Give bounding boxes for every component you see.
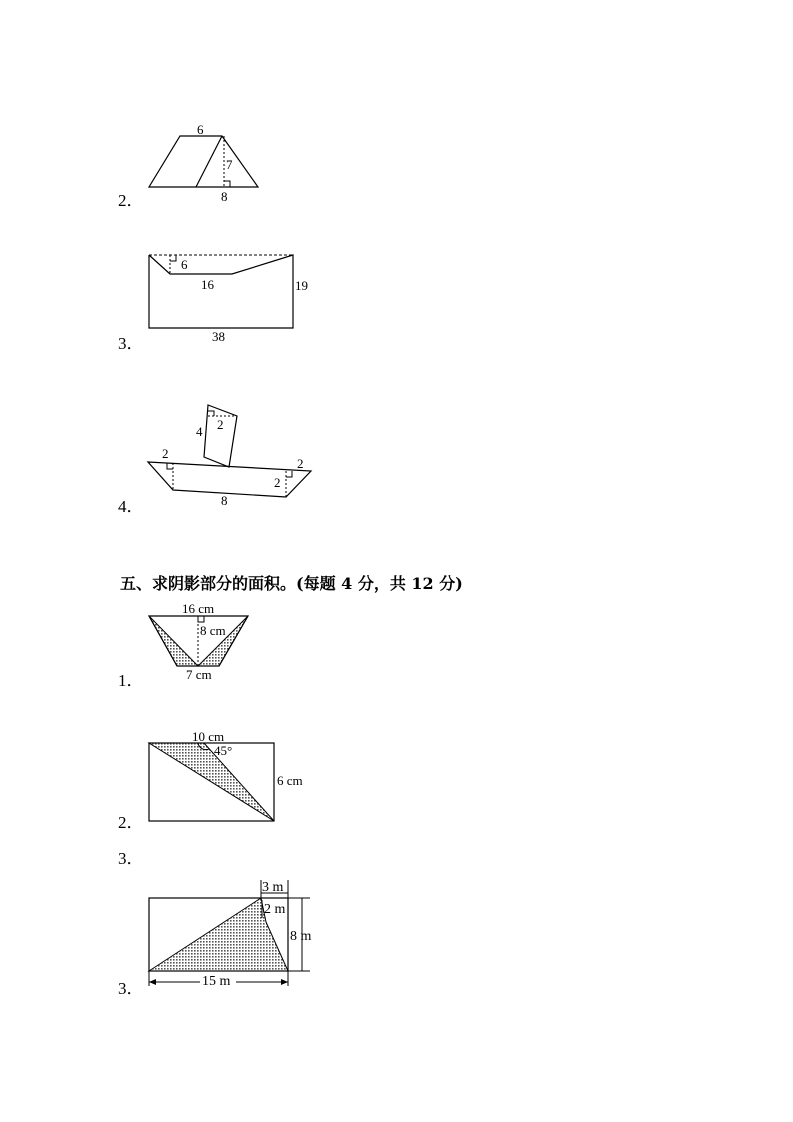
question-number-5-1: 1．	[118, 671, 144, 690]
arrow-right	[281, 979, 288, 985]
label-angle: 45°	[214, 743, 233, 758]
section-heading: 五、求阴影部分的面积。(每题 4 分，共 12 分)	[120, 574, 463, 593]
parallelogram-trapezoid-figure	[140, 395, 325, 510]
label-top: 3 m	[262, 880, 284, 895]
label-top: 16 cm	[182, 601, 215, 616]
question-number-4-4: 4．	[118, 497, 144, 516]
right-angle-mark-right	[286, 471, 292, 477]
label-left-height: 2	[162, 446, 169, 461]
question-number-5-2: 2．	[118, 813, 144, 832]
label-base: 8	[221, 189, 228, 204]
arrow-left	[149, 979, 156, 985]
right-angle-mark	[170, 255, 176, 261]
left-shaded-triangle	[149, 616, 198, 666]
notched-outline	[149, 255, 293, 328]
label-right-top: 2	[297, 456, 304, 471]
question-number-4-3: 3．	[118, 334, 144, 353]
trapezoid-outline	[149, 136, 258, 187]
label-bottom: 7 cm	[186, 667, 212, 682]
label-depth: 6	[181, 257, 188, 272]
right-angle-mark	[198, 616, 204, 622]
label-height: 8 m	[290, 929, 312, 944]
label-base: 8	[221, 493, 228, 508]
label-inner: 2 m	[264, 902, 286, 917]
question-number-4-2: 2．	[118, 191, 144, 210]
label-height: 19	[295, 278, 308, 293]
notched-rectangle-figure	[140, 245, 320, 350]
label-height: 7	[226, 157, 233, 172]
label-top: 10 cm	[192, 729, 225, 744]
question-number-5-3: 3．	[118, 979, 144, 998]
right-angle-mark-para	[208, 411, 214, 416]
right-angle-mark	[224, 181, 230, 187]
label-right-height: 2	[274, 475, 281, 490]
shaded-region-figure	[140, 872, 325, 997]
shaded-rectangle-figure	[140, 728, 315, 828]
label-width: 38	[212, 329, 225, 344]
shaded-trapezoid-figure	[140, 600, 265, 685]
label-top: 6	[197, 122, 204, 137]
label-height: 6 cm	[277, 773, 303, 788]
label-para-height: 2	[217, 417, 224, 432]
question-number-5-3-header: 3．	[118, 849, 144, 868]
trapezoid-figure	[140, 120, 270, 210]
label-base: 15 m	[202, 974, 231, 989]
parallelogram-outline	[204, 405, 237, 467]
label-bottom-segment: 16	[201, 277, 214, 292]
shaded-triangle	[149, 743, 274, 821]
label-height: 8 cm	[200, 623, 226, 638]
label-para-side: 4	[196, 424, 203, 439]
inner-slant-line	[196, 136, 222, 187]
